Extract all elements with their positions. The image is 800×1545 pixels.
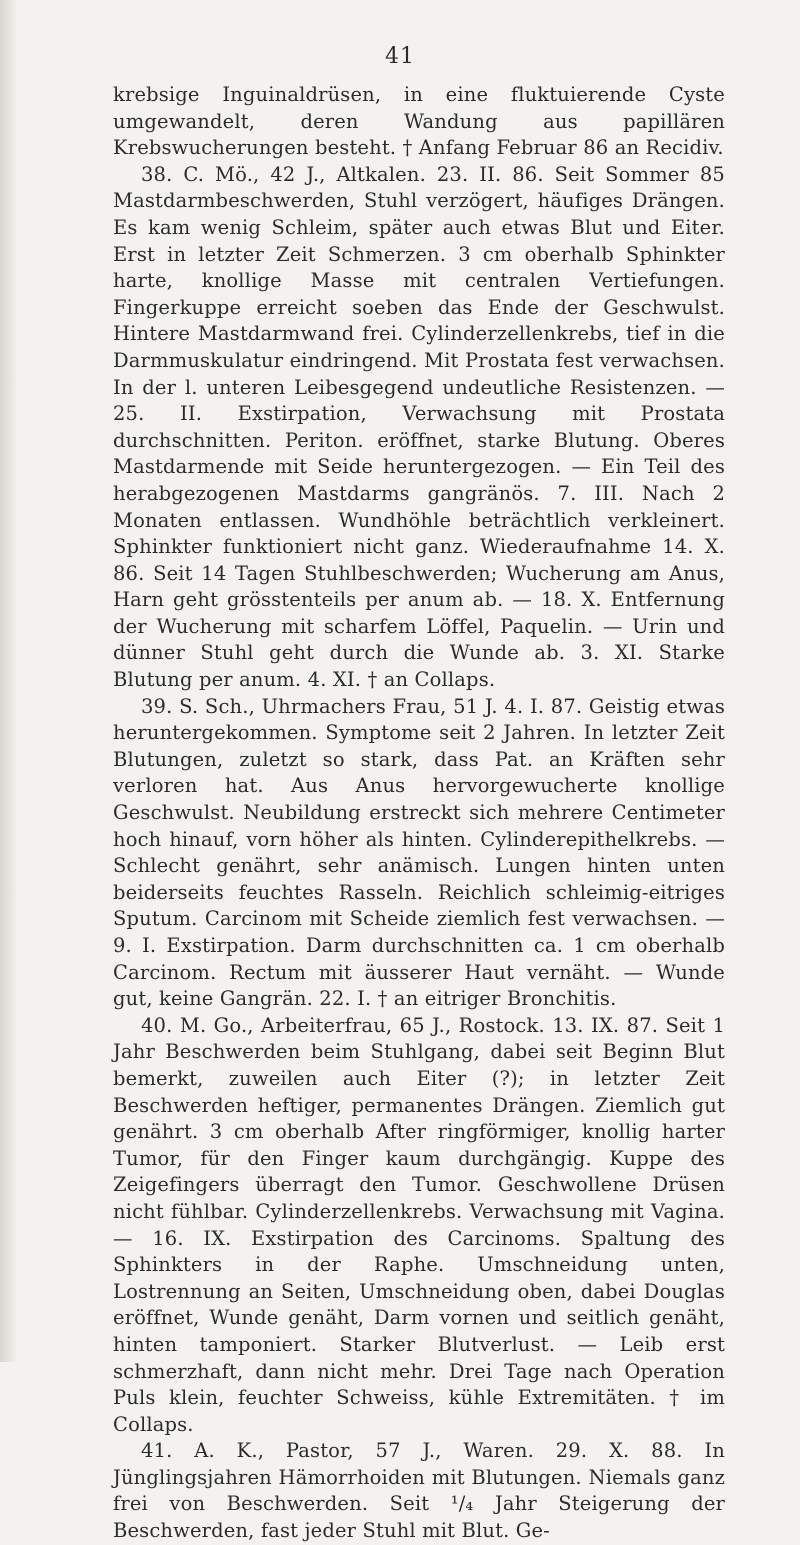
page-number: 41 (385, 44, 415, 69)
paragraph-case-40: 40. M. Go., Arbeiterfrau, 65 J., Rostock. 13. IX. 87. Seit 1 Jahr Beschwerden beim Stuhlgang, dabei seit Beginn Blut bemerkt, zuweilen auch Eiter (?); in letzter Zeit Beschwerden heftiger, permanentes Drängen. Ziemlich gut genährt. 3 cm oberhalb After ringförmiger, knollig harter Tumor, für den Finger kaum durchgängig. Kuppe des Zeigefingers überragt den Tumor. Geschwollene Drüsen nicht fühlbar. Cylinderzellenkrebs. Verwachsung mit Vagina. — 16. IX. Exstirpation des Carcinoms. Spaltung des Sphinkters in der Raphe. Umschneidung unten, Lostrennung an Seiten, Umschneidung oben, dabei Douglas eröffnet, Wunde genäht, Darm vornen und seitlich genäht, hinten tamponiert. Starker Blutverlust. — Leib erst schmerzhaft, dann nicht mehr. Drei Tage nach Operation Puls klein, feuchter Schweiss, kühle Extremitäten. † im Collaps. (113, 1013, 725, 1436)
paragraph-case-41: 41. A. K., Pastor, 57 J., Waren. 29. X. 88. In Jünglingsjahren Hämorrhoiden mit Blutungen. Niemals ganz frei von Beschwerden. Seit ¹/₄ Jahr Steigerung der Beschwerden, fast jeder Stuhl mit Blut. Ge- (113, 1439, 725, 1543)
paragraph-case-38: 38. C. Mö., 42 J., Altkalen. 23. II. 86. Seit Sommer 85 Mastdarmbeschwerden, Stuhl verzögert, häufiges Drängen. Es kam wenig Schleim, später auch etwas Blut und Eiter. Erst in letzter Zeit Schmerzen. 3 cm oberhalb Sphinkter harte, knollige Masse mit centralen Vertiefungen. Fingerkuppe erreicht soeben das Ende der Geschwulst. Hintere Mastdarmwand frei. Cylinderzellenkrebs, tief in die Darmmuskulatur eindringend. Mit Prostata fest verwachsen. In der l. unteren Leibesgegend undeutliche Resistenzen. — 25. II. Exstirpation, Verwachsung mit Prostata durchschnitten. Periton. eröffnet, starke Blutung. Oberes Mastdarmende mit Seide heruntergezogen. — Ein Teil des herabgezogenen Mastdarms gangränös. 7. III. Nach 2 Monaten entlassen. Wundhöhle beträchtlich verkleinert. Sphinkter funktioniert nicht ganz. Wiederaufnahme 14. X. 86. Seit 14 Tagen Stuhlbeschwerden; Wucherung am Anus, Harn geht grösstenteils per anum ab. — 18. X. Entfernung der Wucherung mit scharfem Löffel, Paquelin. — Urin und dünner Stuhl geht durch die Wunde ab. 3. XI. Starke Blutung per anum. 4. XI. † an Collaps. (113, 162, 725, 692)
body-text (113, 82, 725, 1545)
paragraph-case-39: 39. S. Sch., Uhrmachers Frau, 51 J. 4. I. 87. Geistig etwas heruntergekommen. Symptome seit 2 Jahren. In letzter Zeit Blutungen, zuletzt so stark, dass Pat. an Kräften sehr verloren hat. Aus Anus hervorgewucherte knollige Geschwulst. Neubildung erstreckt sich mehrere Centimeter hoch hinauf, vorn höher als hinten. Cylinderepithelkrebs. — Schlecht genährt, sehr anämisch. Lungen hinten unten beiderseits feuchtes Rasseln. Reichlich schleimig-eitriges Sputum. Carcinom mit Scheide ziemlich fest verwachsen. — 9. I. Exstirpation. Darm durchschnitten ca. 1 cm oberhalb Carcinom. Rectum mit äusserer Haut vernäht. — Wunde gut, keine Gangrän. 22. I. † an eitriger Bronchitis. (113, 694, 725, 1011)
paragraph-continuation: krebsige Inguinaldrüsen, in eine fluktuierende Cyste umgewandelt, deren Wandung aus papillären Krebswucherungen besteht. † Anfang Februar 86 an Recidiv. (113, 83, 725, 160)
page-left-edge-shadow (0, 0, 16, 1362)
